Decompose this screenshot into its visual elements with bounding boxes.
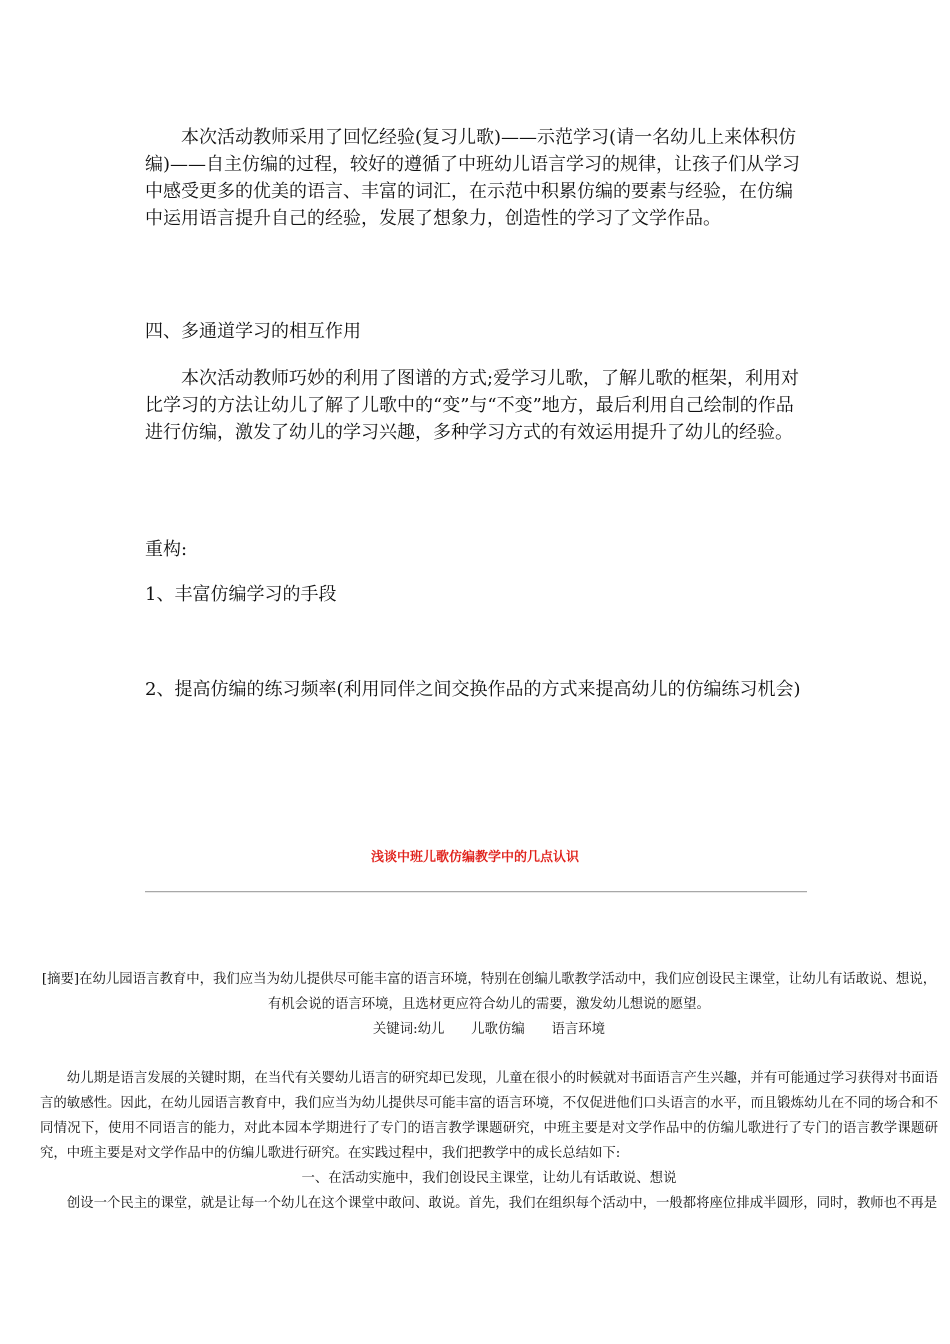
keywords: 关键词:幼儿 儿歌仿编 语言环境 bbox=[372, 1022, 606, 1037]
reconstruct-label bbox=[145, 536, 810, 563]
body-paragraph: 幼儿期是语言发展的关键时期，在当代有关婴幼儿语言的研究却已发现，儿童在很小的时候就对书面语言产生兴趣，并有可能通过学习获得对书面语言的敏感性。因此，在幼儿园语言教育中，我们应当为幼儿提供尽可能丰富的语言环境，不仅促进他们口头语言的水平，而且锻炼幼儿在不同的场合和不同情况下，使用不同语言的能力，对此本园本学期进行了专门的语言教学课题研究，中班主要是对文学作品中的仿编儿歌进行了专门的语言教学课题研究，中班主要是对文学作品中的仿编儿歌进行研究。在实践过程中，我们把教学中的成长总结如下: bbox=[40, 1071, 938, 1161]
body-text: 本次活动教师采用了回忆经验(复习儿歌)——示范学习(请一名幼儿上来体积仿编)——自主仿编的过程，较好的遵循了中班幼儿语言学习的规律，让孩子们从学习中感受更多的优美的语言、丰富的词汇，在示范中积累仿编的要素与经验，在仿编中运用语言提升自己的经验，发展了想象力，创造性的学习了文学作品。 bbox=[145, 127, 801, 229]
abstract-text: [摘要]在幼儿园语言教育中，我们应当为幼儿提供尽可能丰富的语言环境，特别在创编儿歌教学活动中，我们应创设民主课堂，让幼儿有话敢说、想说，有机会说的语言环境，且选材更应符合幼儿的需要，激发幼儿想说的愿望。 bbox=[41, 972, 937, 1012]
abstract bbox=[40, 967, 938, 1042]
paragraph-multichannel bbox=[145, 365, 810, 446]
heading-text: 四、多通道学习的相互作用 bbox=[145, 321, 361, 342]
section-heading-four bbox=[145, 318, 810, 345]
body-text: 本次活动教师巧妙的利用了图谱的方式;爱学习儿歌，了解儿歌的框架，利用对比学习的方法让幼儿了解了儿歌中的“变”与“不变”地方，最后利用自己绘制的作品进行仿编，激发了幼儿的学习兴趣，多种学习方式的有效运用提升了幼儿的经验。 bbox=[145, 368, 800, 443]
list-item-2 bbox=[145, 676, 810, 703]
body-paragraph: 创设一个民主的课堂，就是让每一个幼儿在这个课堂中敢问、敢说。首先，我们在组织每个活动中，一般都将座位排成半圆形，同时，教师也不再是 bbox=[66, 1196, 938, 1211]
label-text: 重构: bbox=[145, 539, 188, 560]
list-item-text: 1、丰富仿编学习的手段 bbox=[145, 584, 337, 605]
section-heading: 一、在活动实施中，我们创设民主课堂，让幼儿有话敢说、想说 bbox=[301, 1171, 677, 1186]
list-item-1 bbox=[145, 581, 810, 608]
article-title: 浅谈中班儿歌仿编教学中的几点认识 bbox=[370, 850, 579, 865]
article-body bbox=[40, 1066, 938, 1216]
list-item-text: 2、提高仿编的练习频率(利用同伴之间交换作品的方式来提高幼儿的仿编练习机会) bbox=[145, 679, 801, 700]
divider bbox=[145, 891, 807, 893]
paragraph-activity-process bbox=[145, 124, 810, 232]
